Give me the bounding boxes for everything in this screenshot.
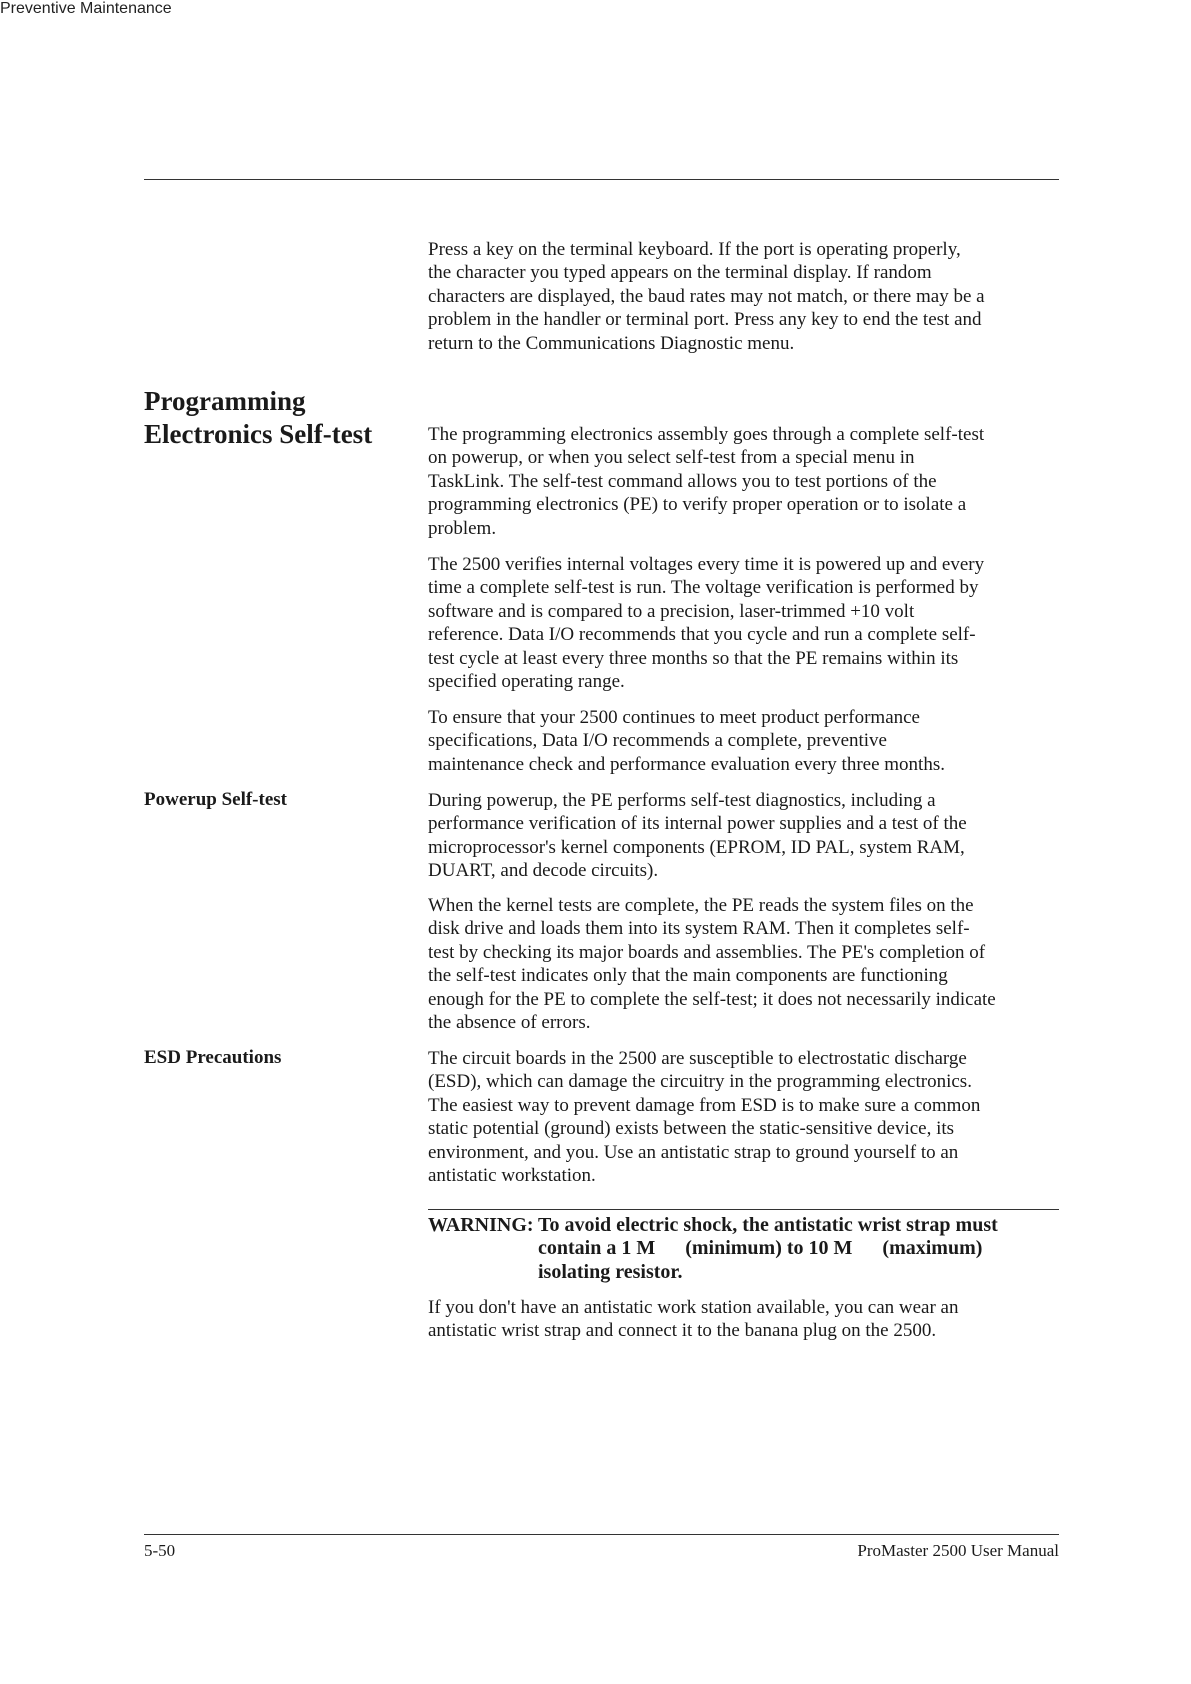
header-rule xyxy=(144,179,1059,180)
text-line: static potential (ground) exists between the static-sensitive device, its xyxy=(428,1118,955,1140)
text-line: on powerup, or when you select self-test from a special menu in xyxy=(428,447,915,469)
paragraph-esd xyxy=(428,1047,1068,1187)
text-line: The programming electronics assembly goes through a complete self-test xyxy=(428,424,985,445)
text-line: time a complete self-test is run. The voltage verification is performed by xyxy=(428,577,979,599)
text-line: Press a key on the terminal keyboard. If the port is operating properly, xyxy=(428,239,961,260)
text-line: the self-test indicates only that the main components are functioning xyxy=(428,965,948,987)
text-line: microprocessor's kernel components (EPROM, ID PAL, system RAM, xyxy=(428,836,965,858)
warning-line: To avoid electric shock, the antistatic wrist strap must xyxy=(538,1214,998,1236)
text-line: During powerup, the PE performs self-test diagnostics, including a xyxy=(428,790,936,811)
warning-rule xyxy=(428,1209,1059,1210)
paragraph-wrist-strap xyxy=(428,1296,1068,1343)
text-line: specifications, Data I/O recommends a complete, preventive xyxy=(428,730,887,752)
text-line: software and is compared to a precision, laser-trimmed +10 volt xyxy=(428,600,915,622)
paragraph-terminal-test xyxy=(428,238,1068,355)
text-line: test by checking its major boards and assemblies. The PE's completion of xyxy=(428,941,986,963)
text-line: specified operating range. xyxy=(428,671,625,693)
text-line: performance verification of its internal power supplies and a test of the xyxy=(428,813,967,835)
warning-label: WARNING: xyxy=(428,1214,534,1236)
paragraph-powerup-diagnostics xyxy=(428,789,1068,883)
text-line: maintenance check and performance evaluation every three months. xyxy=(428,753,945,775)
paragraph-kernel-tests xyxy=(428,894,1068,1034)
text-line: problem. xyxy=(428,517,497,539)
running-head: Preventive Maintenance xyxy=(0,0,172,17)
text-line: The circuit boards in the 2500 are susceptible to electrostatic discharge xyxy=(428,1048,967,1069)
manual-title: ProMaster 2500 User Manual xyxy=(857,1541,1059,1560)
text-line: When the kernel tests are complete, the PE reads the system files on the xyxy=(428,895,974,916)
footer-rule xyxy=(144,1534,1059,1535)
text-line: antistatic wrist strap and connect it to the banana plug on the 2500. xyxy=(428,1320,937,1342)
text-line: TaskLink. The self-test command allows you to test portions of the xyxy=(428,470,937,492)
text-line: The 2500 verifies internal voltages every time it is powered up and every xyxy=(428,554,985,575)
text-line: (ESD), which can damage the circuitry in the programming electronics. xyxy=(428,1071,972,1093)
subheading-esd-precautions: ESD Precautions xyxy=(144,1047,282,1068)
subheading-powerup-self-test: Powerup Self-test xyxy=(144,789,287,810)
page-number: 5-50 xyxy=(144,1541,176,1560)
paragraph-maintenance-schedule xyxy=(428,706,1068,776)
text-line: The easiest way to prevent damage from ESD is to make sure a common xyxy=(428,1094,981,1116)
text-line: reference. Data I/O recommends that you cycle and run a complete self- xyxy=(428,624,976,646)
text-line: environment, and you. Use an antistatic strap to ground yourself to an xyxy=(428,1141,959,1163)
text-line: DUART, and decode circuits). xyxy=(428,860,659,882)
heading-line: Programming xyxy=(144,386,306,416)
text-line: the absence of errors. xyxy=(428,1012,591,1034)
text-line: disk drive and loads them into its system RAM. Then it completes self- xyxy=(428,918,970,940)
warning-line: isolating resistor. xyxy=(538,1260,683,1283)
paragraph-self-test-intro xyxy=(428,423,1068,540)
text-line: programming electronics (PE) to verify proper operation or to isolate a xyxy=(428,494,967,516)
heading-line: Electronics Self-test xyxy=(144,419,373,449)
text-line: return to the Communications Diagnostic menu. xyxy=(428,332,795,354)
text-line: To ensure that your 2500 continues to meet product performance xyxy=(428,707,920,728)
text-line: If you don't have an antistatic work station available, you can wear an xyxy=(428,1297,959,1318)
text-line: test cycle at least every three months so that the PE remains within its xyxy=(428,647,959,669)
text-line: antistatic workstation. xyxy=(428,1165,596,1187)
paragraph-voltage-verification xyxy=(428,553,1068,693)
text-line: problem in the handler or terminal port. Press any key to end the test and xyxy=(428,309,982,331)
text-line: the character you typed appears on the terminal display. If random xyxy=(428,262,932,284)
section-heading-programming-electronics-self-test xyxy=(144,385,372,451)
text-line: enough for the PE to complete the self-test; it does not necessarily indicate xyxy=(428,988,996,1010)
warning-line: contain a 1 M (minimum) to 10 M (maximum) xyxy=(538,1237,983,1260)
text-line: characters are displayed, the baud rates may not match, or there may be a xyxy=(428,285,985,307)
